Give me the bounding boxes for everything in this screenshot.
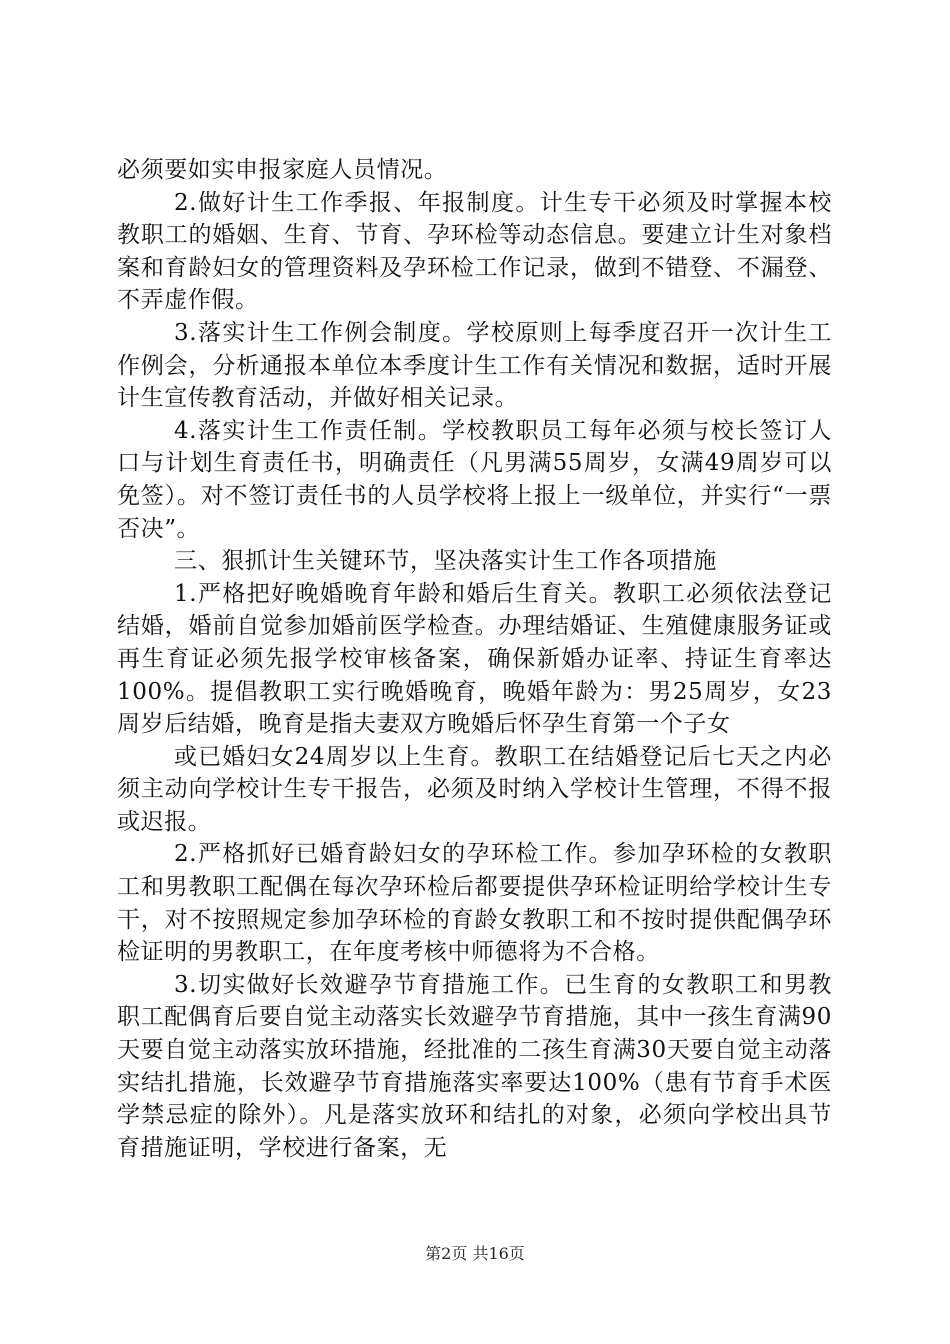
paragraph-quarterly-report: 2.做好计生工作季报、年报制度。计生专干必须及时掌握本校教职工的婚姻、生育、节育、孕环检等动态信息。要建立计生对象档案和育龄妇女的管理资料及孕环检工作记录，做到不错登、不漏登、不弄虚作假。: [117, 189, 832, 314]
paragraph-contraception-measures: 3.切实做好长效避孕节育措施工作。已生育的女教职工和男教职工配偶育后要自觉主动落实长效避孕节育措施，其中一孩生育满90天要自觉主动落实放环措施，经批准的二孩生育满30天要自觉主动落实结扎措施，长效避孕节育措施落实率要达100%（患有节育手术医学禁忌症的除外）。凡是落实放环和结扎的对象，必须向学校出具节育措施证明，学校进行备案，无: [117, 971, 832, 1161]
paragraph-continuation: 必须要如实申报家庭人员情况。: [117, 157, 448, 183]
paragraph-regular-meeting: 3.落实计生工作例会制度。学校原则上每季度召开一次计生工作例会，分析通报本单位本季度计生工作有关情况和数据，适时开展计生宣传教育活动，并做好相关记录。: [117, 319, 832, 412]
paragraph-late-marriage: 1.严格把好晚婚晚育年龄和婚后生育关。教职工必须依法登记结婚，婚前自觉参加婚前医学检查。办理结婚证、生殖健康服务证或再生育证必须先报学校审核备案，确保新婚办证率、持证生育率达100%。提倡教职工实行晚婚晚育，晚婚年龄为：男25周岁，女23周岁后结婚，晚育是指夫妻双方晚婚后怀孕生育第一个子女: [117, 580, 832, 738]
paragraph-married-women-age: 或已婚妇女24周岁以上生育。教职工在结婚登记后七天之内必须主动向学校计生专干报告，必须及时纳入学校计生管理，不得不报或迟报。: [117, 743, 832, 835]
paragraph-pregnancy-check: 2.严格抓好已婚育龄妇女的孕环检工作。参加孕环检的女教职工和男教职工配偶在每次孕环检后都要提供孕环检证明给学校计生专干，对不按照规定参加孕环检的育龄女教职工和不按时提供配偶孕环检证明的男教职工，在年度考核中师德将为不合格。: [117, 841, 832, 966]
section-heading-three: 三、狠抓计生关键环节，坚决落实计生工作各项措施: [174, 548, 717, 575]
paragraph-responsibility-system: 4.落实计生工作责任制。学校教职员工每年必须与校长签订人口与计划生育责任书，明确责任（凡男满55周岁，女满49周岁可以免签）。对不签订责任书的人员学校将上报上一级单位，并实行“一票否决”。: [117, 417, 832, 542]
document-body: [117, 154, 832, 1164]
page-number-footer: 第2页 共16页: [425, 1244, 525, 1263]
